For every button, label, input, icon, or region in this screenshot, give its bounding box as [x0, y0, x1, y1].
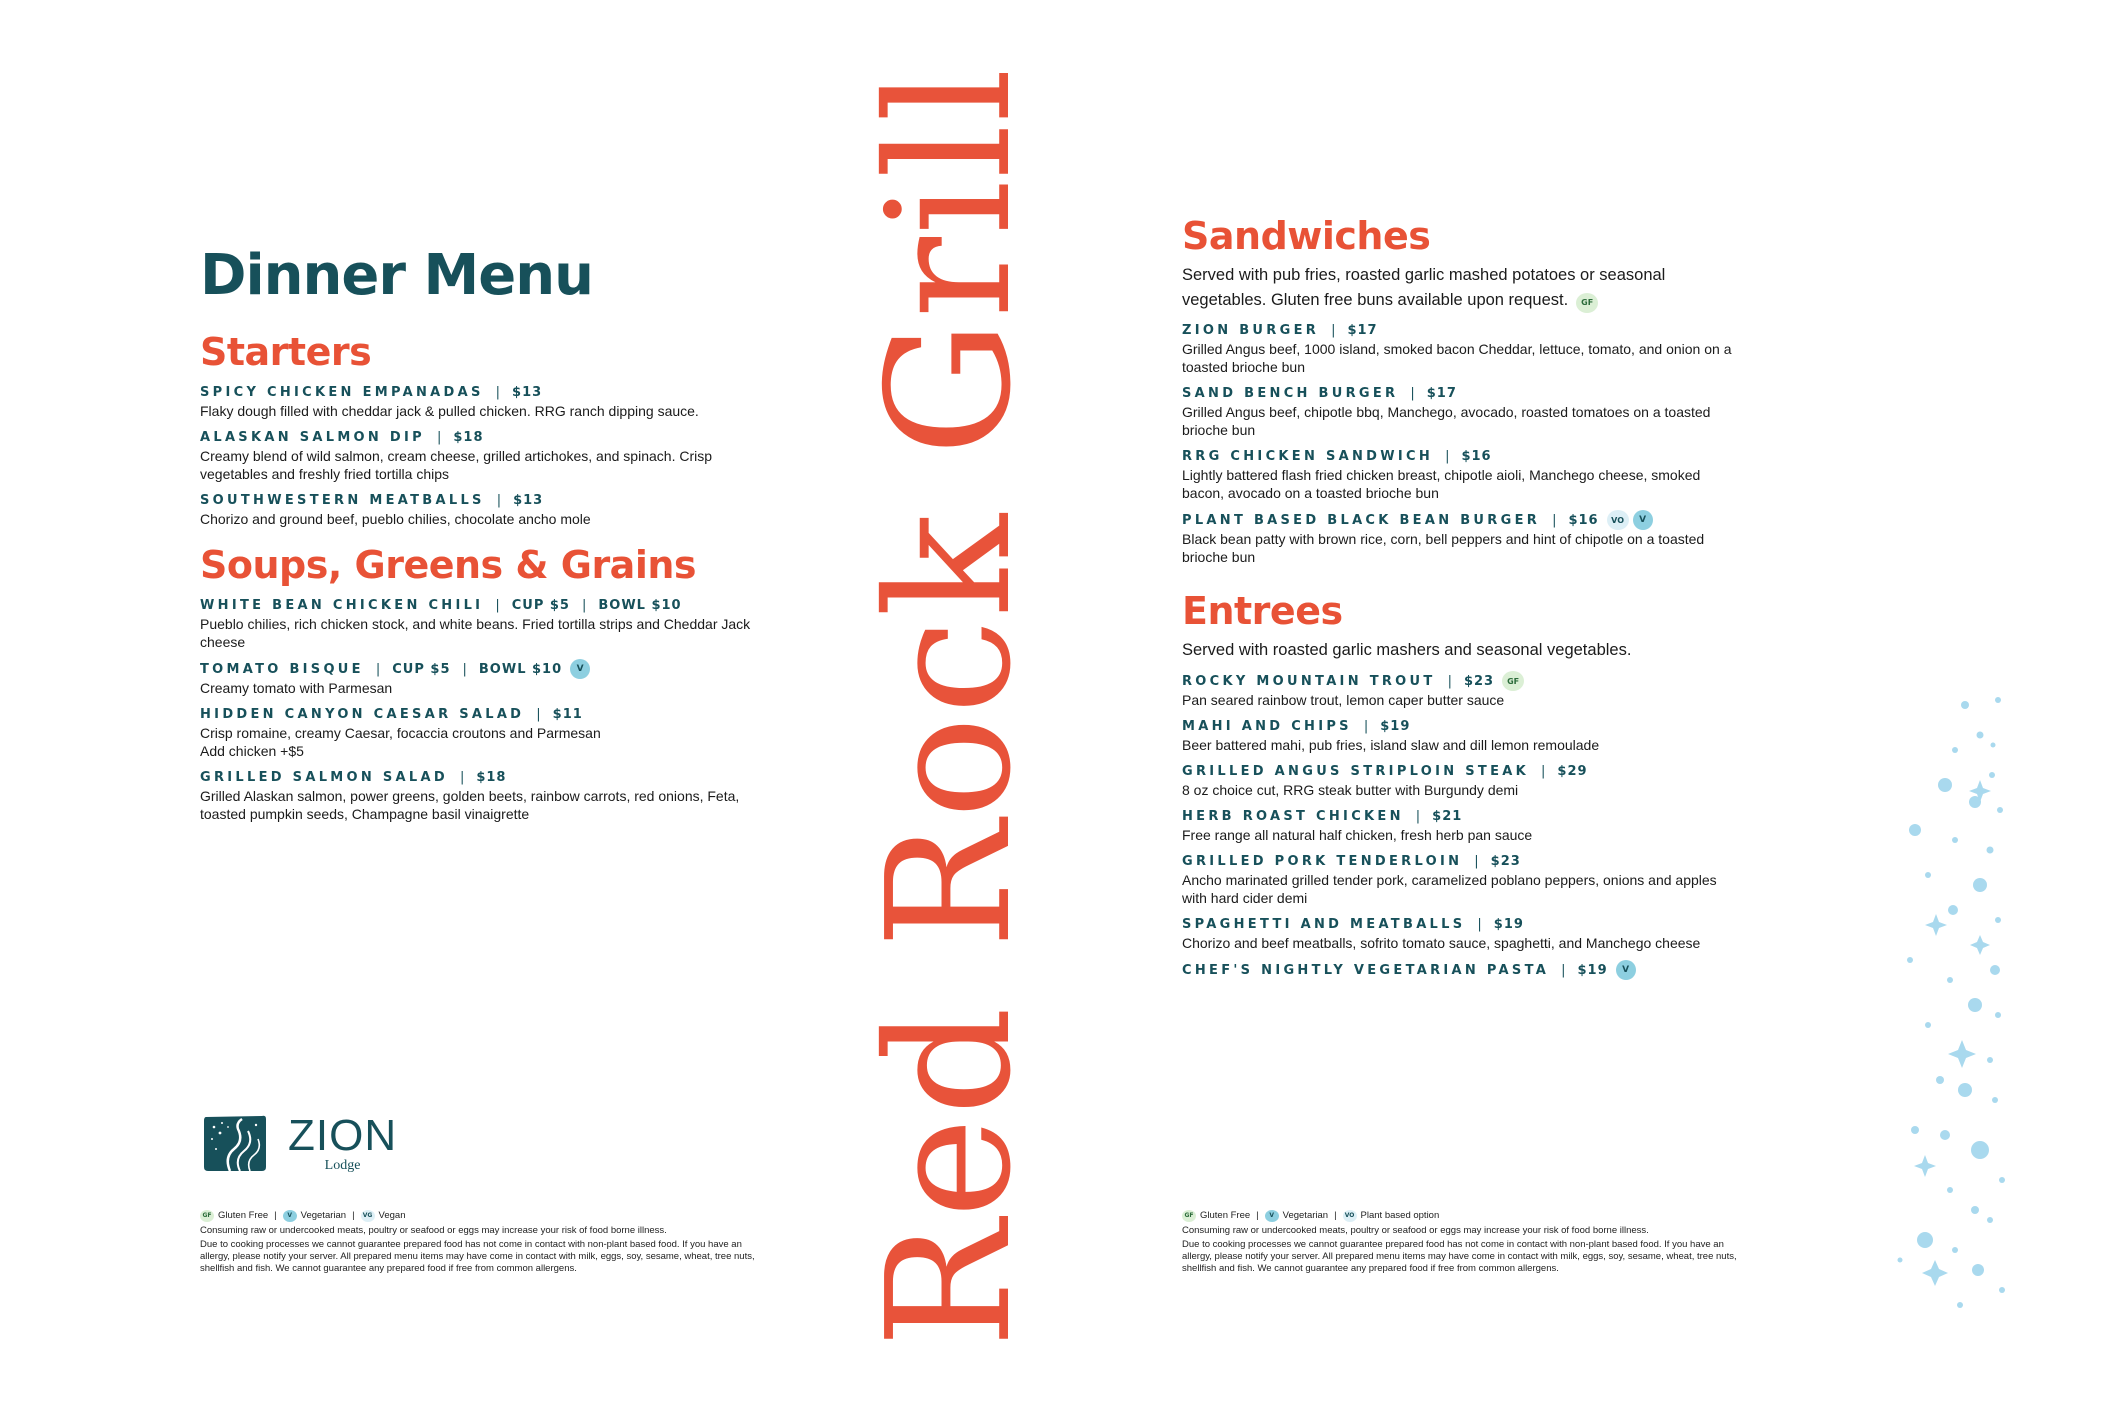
- menu-item: [1182, 960, 1742, 980]
- item-description: 8 oz choice cut, RRG steak butter with Burgundy demi: [1182, 782, 1519, 798]
- item-description: Grilled Alaskan salmon, power greens, golden beets, rainbow carrots, red onions, Feta, toasted pumpkin seeds, Champagne basil vinaigrette: [200, 788, 740, 822]
- allergen-notice: Due to cooking processes we cannot guarantee prepared food has not come in contact with non-plant based food. If you have an allergy, please notify your server. All prepared menu items may have come in contact with milk, eggs, soy, sesame, wheat, tree nuts, shellfish and fish. We cannot guarantee any prepared food if free from common allergens.: [1182, 1239, 1737, 1274]
- item-description: Crisp romaine, creamy Caesar, focaccia croutons and Parmesan: [200, 725, 601, 741]
- separator: |: [495, 598, 500, 613]
- allergen-notice: Due to cooking processes we cannot guarantee prepared food has not come in contact with non-plant based food. If you have an allergy, please notify your server. All prepared menu items may have come in contact with milk, eggs, soy, sesame, wheat, tree nuts, shellfish and fish. We cannot guarantee any prepared food if free from common allergens.: [200, 1239, 755, 1274]
- item-name: ALASKAN SALMON DIP: [200, 430, 425, 445]
- menu-item: [200, 768, 760, 823]
- separator: |: [1541, 764, 1546, 779]
- menu-item: [1182, 852, 1742, 907]
- item-description: Grilled Angus beef, chipotle bbq, Manchego, avocado, roasted tomatoes on a toasted brioche bun: [1182, 404, 1711, 438]
- separator: |: [1331, 323, 1336, 338]
- item-name: ZION BURGER: [1182, 323, 1320, 338]
- separator: |: [581, 598, 587, 613]
- item-name: GRILLED PORK TENDERLOIN: [1182, 854, 1463, 869]
- item-bowl-price: BOWL $10: [478, 661, 563, 677]
- item-description: Chorizo and ground beef, pueblo chilies, chocolate ancho mole: [200, 511, 591, 527]
- menu-item: [1182, 321, 1742, 376]
- item-price: $11: [552, 707, 583, 722]
- legend-vegetarian: Vegetarian: [300, 1210, 347, 1221]
- separator: |: [1410, 386, 1415, 401]
- item-name: ROCKY MOUNTAIN TROUT: [1182, 673, 1436, 689]
- menu-item: [200, 383, 760, 420]
- logo-subtitle: Lodge: [324, 1158, 361, 1173]
- item-price: $17: [1347, 323, 1378, 338]
- item-name: GRILLED ANGUS STRIPLOIN STEAK: [1182, 764, 1530, 779]
- menu-item: [1182, 384, 1742, 439]
- item-description: Ancho marinated grilled tender pork, caramelized poblano peppers, onions and apples with hard cider demi: [1182, 872, 1717, 906]
- brand-title-wrap: [851, 65, 1049, 1349]
- footer-right: [1182, 1210, 1742, 1277]
- left-column: [200, 245, 760, 823]
- item-name: WHITE BEAN CHICKEN CHILI: [200, 598, 484, 613]
- item-name: SPICY CHICKEN EMPANADAS: [200, 385, 484, 400]
- item-price: $29: [1557, 764, 1588, 779]
- separator: |: [462, 661, 467, 677]
- separator: |: [375, 661, 381, 677]
- menu-item: [1182, 915, 1742, 952]
- legend-gluten-free: Gluten Free: [1200, 1210, 1251, 1221]
- item-name: RRG CHICKEN SANDWICH: [1182, 449, 1434, 464]
- menu-item: [1182, 447, 1742, 502]
- item-price: $23: [1490, 854, 1521, 869]
- menu-item: [200, 659, 760, 697]
- vegetarian-badge: V: [1633, 510, 1653, 530]
- item-name: PLANT BASED BLACK BEAN BURGER: [1182, 512, 1541, 528]
- separator: |: [1474, 854, 1479, 869]
- item-price: $17: [1426, 386, 1457, 401]
- item-name: CHEF'S NIGHTLY VEGETARIAN PASTA: [1182, 962, 1550, 978]
- menu-item: [200, 491, 760, 528]
- item-name: TOMATO BISQUE: [200, 661, 364, 677]
- brand-title: Red Rock Grill: [851, 65, 1049, 1349]
- separator: |: [1561, 962, 1566, 978]
- vegetarian-badge: V: [1265, 1210, 1279, 1222]
- item-description: Beer battered mahi, pub fries, island slaw and dill lemon remoulade: [1182, 737, 1600, 753]
- zion-logo-mark-icon: [200, 1113, 270, 1175]
- zion-lodge-logo: [200, 1113, 397, 1175]
- item-name: HERB ROAST CHICKEN: [1182, 809, 1404, 824]
- separator: |: [352, 1210, 355, 1221]
- item-description: Grilled Angus beef, 1000 island, smoked bacon Cheddar, lettuce, tomato, and onion on a toasted brioche bun: [1182, 341, 1732, 375]
- dietary-legend: [1182, 1210, 1742, 1222]
- gluten-free-badge: GF: [200, 1210, 214, 1222]
- plant-based-option-badge: VO: [1607, 510, 1629, 530]
- item-name: SPAGHETTI AND MEATBALLS: [1182, 917, 1466, 932]
- item-description: Pueblo chilies, rich chicken stock, and white beans. Fried tortilla strips and Cheddar Jack cheese: [200, 616, 751, 650]
- footer-left: [200, 1210, 760, 1277]
- gluten-free-badge: GF: [1182, 1210, 1196, 1222]
- item-name: MAHI AND CHIPS: [1182, 719, 1352, 734]
- menu-item: [1182, 510, 1742, 566]
- separator: |: [496, 493, 502, 508]
- separator: |: [459, 770, 465, 785]
- sandwiches-intro: [1182, 263, 1742, 313]
- separator: |: [1256, 1210, 1259, 1221]
- item-price: $19: [1577, 962, 1608, 978]
- legend-vegetarian: Vegetarian: [1282, 1210, 1329, 1221]
- item-price: $21: [1432, 809, 1463, 824]
- item-description: Black bean patty with brown rice, corn, bell peppers and hint of chipotle on a toasted brioche bun: [1182, 531, 1705, 565]
- gluten-free-badge: GF: [1576, 293, 1598, 313]
- separator: |: [1552, 512, 1557, 528]
- food-safety-notice: Consuming raw or undercooked meats, poultry or seafood or eggs may increase your risk of food borne illness.: [1182, 1225, 1649, 1236]
- separator: |: [495, 385, 501, 400]
- starters-title: Starters: [200, 330, 372, 374]
- legend-plant-based: Plant based option: [1360, 1210, 1440, 1221]
- item-name: SOUTHWESTERN MEATBALLS: [200, 493, 485, 508]
- separator: |: [274, 1210, 277, 1221]
- legend-gluten-free: Gluten Free: [218, 1210, 269, 1221]
- menu-item: [200, 705, 760, 760]
- item-name: SAND BENCH BURGER: [1182, 386, 1399, 401]
- separator: |: [1445, 449, 1450, 464]
- item-addon: Add chicken +$5: [200, 743, 304, 759]
- item-description: Flaky dough filled with cheddar jack & pulled chicken. RRG ranch dipping sauce.: [200, 403, 699, 419]
- menu-item: [1182, 717, 1742, 754]
- item-name: GRILLED SALMON SALAD: [200, 770, 448, 785]
- menu-item: [1182, 807, 1742, 844]
- item-price: $16: [1568, 512, 1599, 528]
- dietary-legend: [200, 1210, 760, 1222]
- item-description: Pan seared rainbow trout, lemon caper butter sauce: [1182, 692, 1505, 708]
- separator: |: [536, 707, 541, 722]
- item-price: $16: [1461, 449, 1492, 464]
- separator: |: [1477, 917, 1482, 932]
- right-column: [1182, 213, 1742, 980]
- logo-name: ZION: [288, 1111, 398, 1160]
- item-description: Free range all natural half chicken, fresh herb pan sauce: [1182, 827, 1533, 843]
- separator: |: [1363, 719, 1369, 734]
- item-cup-price: CUP $5: [511, 598, 570, 613]
- vegetarian-badge: V: [283, 1210, 297, 1222]
- item-description: Creamy blend of wild salmon, cream cheese, grilled artichokes, and spinach. Crisp vegetables and freshly fried tortilla chips: [200, 448, 713, 482]
- menu-item: [1182, 671, 1742, 709]
- item-cup-price: CUP $5: [392, 661, 451, 677]
- menu-item: [200, 596, 760, 651]
- sandwiches-intro-text: Served with pub fries, roasted garlic mashed potatoes or seasonal vegetables. Gluten free buns available upon request.: [1182, 266, 1666, 309]
- plant-based-option-badge: VO: [1343, 1210, 1357, 1222]
- menu-item: [200, 428, 760, 483]
- gluten-free-badge: GF: [1502, 671, 1524, 691]
- vegan-badge: VG: [361, 1210, 375, 1222]
- entrees-intro: Served with roasted garlic mashers and seasonal vegetables.: [1182, 641, 1632, 659]
- separator: |: [1415, 809, 1421, 824]
- item-price: $23: [1463, 673, 1495, 689]
- item-price: $19: [1380, 719, 1411, 734]
- legend-vegan: Vegan: [378, 1210, 406, 1221]
- item-bowl-price: BOWL $10: [598, 598, 682, 613]
- item-price: $13: [513, 493, 544, 508]
- logo-text: [288, 1111, 398, 1174]
- sandwiches-title: Sandwiches: [1182, 214, 1431, 258]
- item-price: $19: [1493, 917, 1524, 932]
- item-price: $18: [476, 770, 507, 785]
- vegetarian-badge: V: [1616, 960, 1636, 980]
- item-description: Creamy tomato with Parmesan: [200, 680, 393, 696]
- item-price: $13: [512, 385, 543, 400]
- item-description: Lightly battered flash fried chicken breast, chipotle aioli, Manchego cheese, smoked bacon, avocado on a toasted brioche bun: [1182, 467, 1701, 501]
- item-price: $18: [453, 430, 484, 445]
- entrees-title: Entrees: [1182, 589, 1343, 633]
- item-name: HIDDEN CANYON CAESAR SALAD: [200, 707, 525, 722]
- separator: |: [436, 430, 442, 445]
- separator: |: [1334, 1210, 1337, 1221]
- menu-item: [1182, 762, 1742, 799]
- soups-title: Soups, Greens & Grains: [200, 543, 697, 587]
- item-description: Chorizo and beef meatballs, sofrito tomato sauce, spaghetti, and Manchego cheese: [1182, 935, 1701, 951]
- menu-title: Dinner Menu: [200, 243, 593, 308]
- vegetarian-badge: V: [570, 659, 590, 679]
- decorative-stars-pattern: [1830, 680, 2010, 1320]
- food-safety-notice: Consuming raw or undercooked meats, poultry or seafood or eggs may increase your risk of food borne illness.: [200, 1225, 667, 1236]
- separator: |: [1447, 673, 1452, 689]
